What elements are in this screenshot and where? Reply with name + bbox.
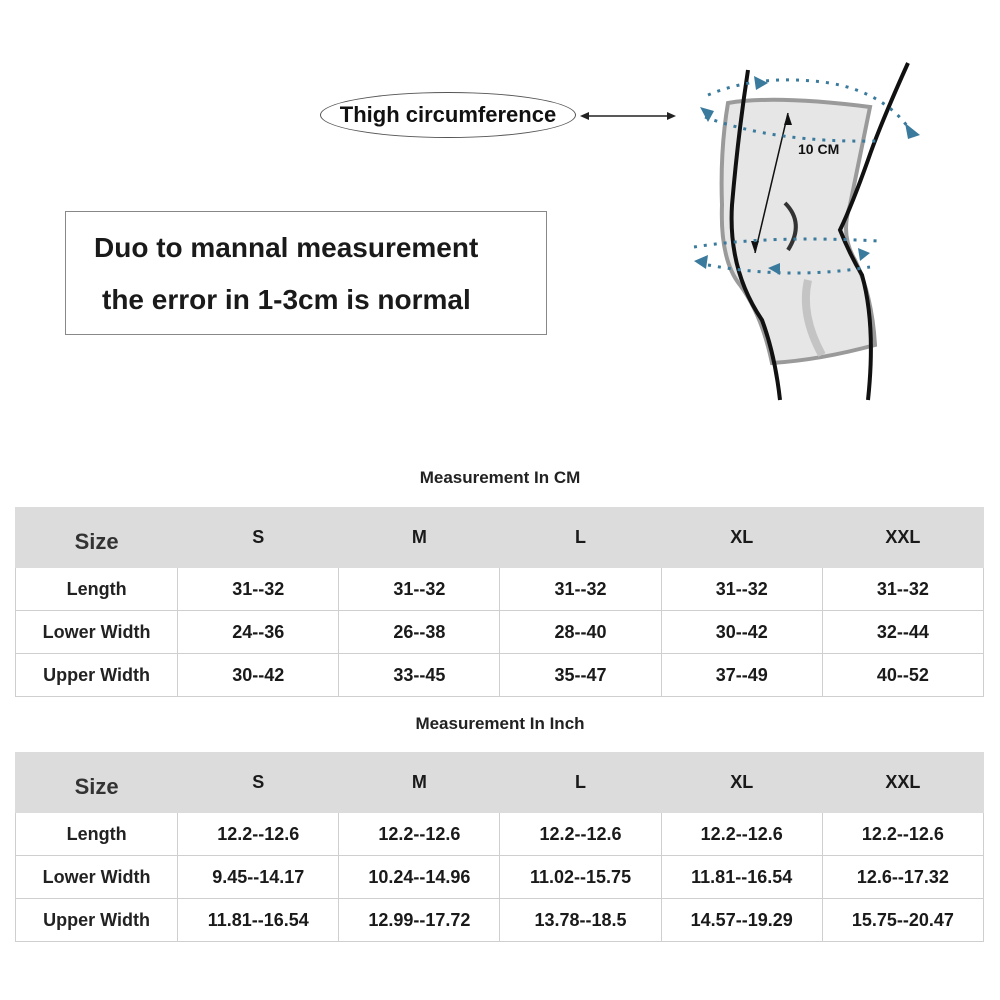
- table-row: [16, 654, 984, 697]
- table-header-row: [16, 508, 984, 568]
- table-cell: 12.2--12.6: [661, 813, 822, 856]
- knee-sleeve-shape: [722, 100, 875, 363]
- table-cell: 10.24--14.96: [339, 856, 500, 899]
- table-cell: 28--40: [500, 611, 661, 654]
- table-cell: 31--32: [500, 568, 661, 611]
- table-row: [16, 568, 984, 611]
- table-header-row: [16, 753, 984, 813]
- row-label: Length: [16, 568, 178, 611]
- header-m: M: [339, 753, 500, 813]
- note-line-2: the error in 1-3cm is normal: [102, 284, 471, 315]
- circ-arrowhead-lower-left: [694, 255, 708, 269]
- table-cell: 12.2--12.6: [339, 813, 500, 856]
- table-cell: 12.2--12.6: [500, 813, 661, 856]
- row-label: Upper Width: [16, 899, 178, 942]
- double-arrow-icon: [578, 104, 678, 128]
- table-cell: 37--49: [661, 654, 822, 697]
- table-cell: 33--45: [339, 654, 500, 697]
- header-xl: XL: [661, 508, 822, 568]
- table-cell: 14.57--19.29: [661, 899, 822, 942]
- header-s: S: [178, 508, 339, 568]
- table-cell: 13.78--18.5: [500, 899, 661, 942]
- measure-label: 10 CM: [798, 141, 840, 157]
- table-cell: 32--44: [822, 611, 983, 654]
- row-label: Length: [16, 813, 178, 856]
- row-label: Upper Width: [16, 654, 178, 697]
- cm-table-caption: Measurement In CM: [419, 468, 581, 487]
- header-size: Size: [16, 508, 178, 568]
- header-size: Size: [16, 753, 178, 813]
- header-m: M: [339, 508, 500, 568]
- table-cell: 40--52: [822, 654, 983, 697]
- table-cell: 12.2--12.6: [178, 813, 339, 856]
- table-cell: 11.81--16.54: [661, 856, 822, 899]
- circ-arrowhead-lower-right: [858, 248, 870, 261]
- table-cell: 11.81--16.54: [178, 899, 339, 942]
- table-row: [16, 899, 984, 942]
- header-l: L: [500, 753, 661, 813]
- header-l: L: [500, 508, 661, 568]
- row-label: Lower Width: [16, 611, 178, 654]
- header-xxl: XXL: [822, 753, 983, 813]
- thigh-circumference-label: Thigh circumference: [320, 92, 576, 138]
- table-cell: 12.2--12.6: [822, 813, 983, 856]
- measurement-note-box: [65, 211, 547, 335]
- circ-arrowhead-upper-left: [700, 107, 714, 122]
- header-xl: XL: [661, 753, 822, 813]
- table-cell: 15.75--20.47: [822, 899, 983, 942]
- cm-size-table: [15, 507, 984, 697]
- inch-size-table: [15, 752, 984, 942]
- row-label: Lower Width: [16, 856, 178, 899]
- table-cell: 35--47: [500, 654, 661, 697]
- table-cell: 31--32: [339, 568, 500, 611]
- header-s: S: [178, 753, 339, 813]
- table-cell: 12.6--17.32: [822, 856, 983, 899]
- circ-arrowhead-upper-top: [754, 76, 768, 90]
- table-cell: 30--42: [661, 611, 822, 654]
- header-xxl: XXL: [822, 508, 983, 568]
- table-cell: 12.99--17.72: [339, 899, 500, 942]
- table-cell: 31--32: [661, 568, 822, 611]
- inch-table-caption: Measurement In Inch: [415, 714, 585, 733]
- table-cell: 11.02--15.75: [500, 856, 661, 899]
- table-cell: 24--36: [178, 611, 339, 654]
- table-row: [16, 856, 984, 899]
- table-row: [16, 611, 984, 654]
- table-cell: 31--32: [178, 568, 339, 611]
- note-line-1: Duo to mannal measurement: [94, 232, 479, 263]
- table-row: [16, 813, 984, 856]
- table-cell: 26--38: [339, 611, 500, 654]
- knee-brace-illustration: [680, 55, 940, 415]
- table-cell: 31--32: [822, 568, 983, 611]
- table-cell: 30--42: [178, 654, 339, 697]
- table-cell: 9.45--14.17: [178, 856, 339, 899]
- circ-arrowhead-upper-right: [905, 123, 920, 139]
